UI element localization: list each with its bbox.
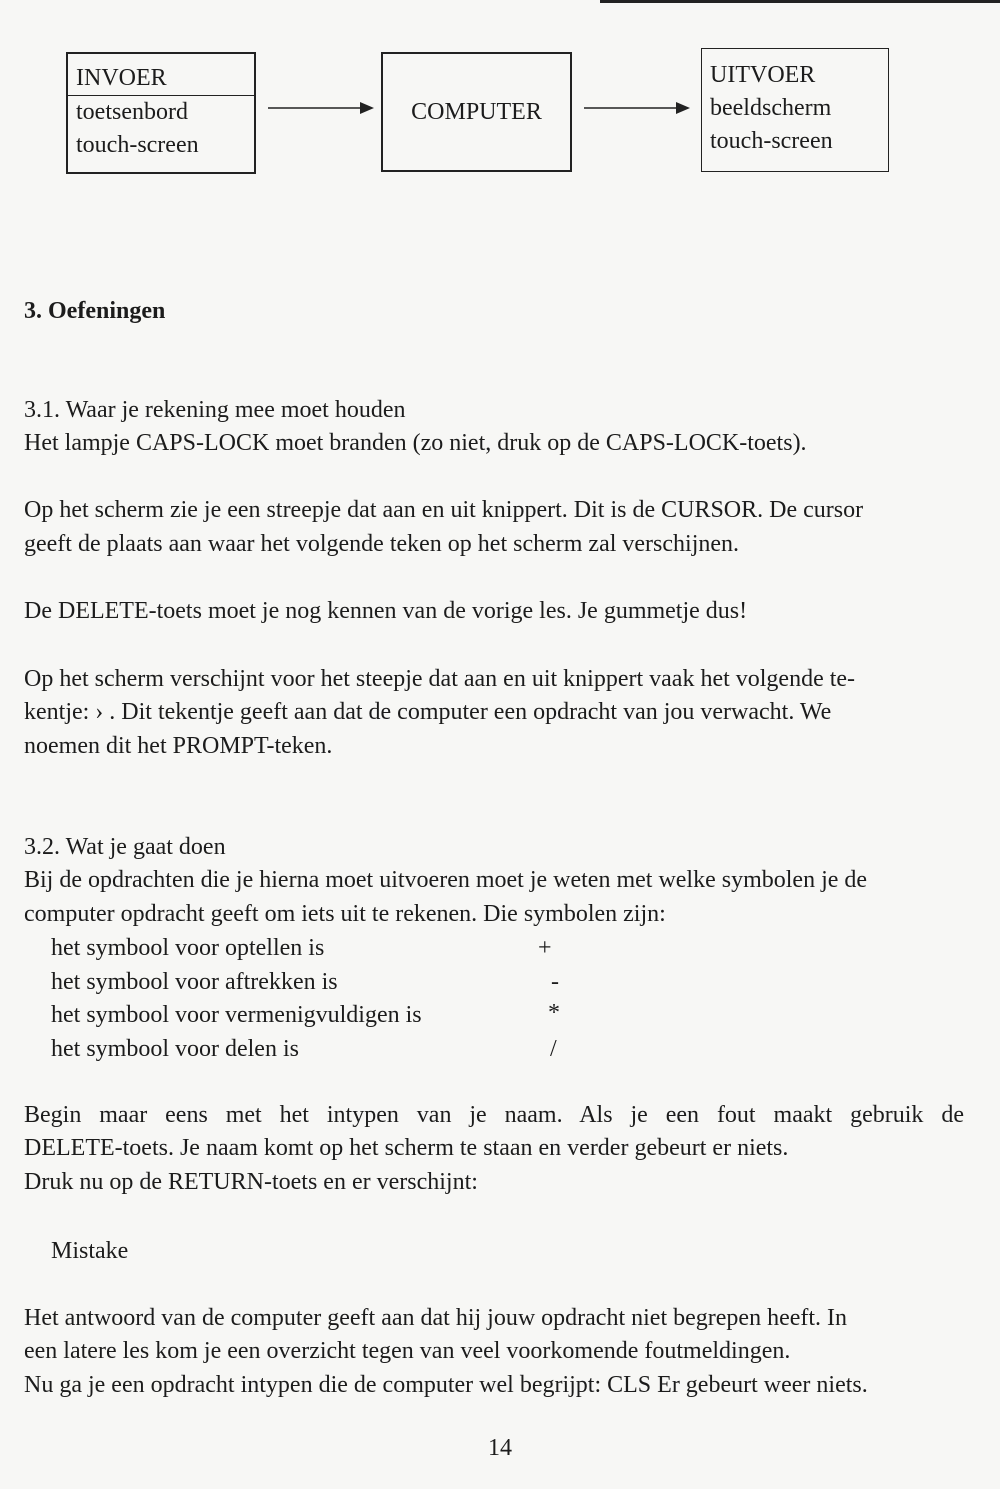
page-number: 14 xyxy=(488,1435,512,1461)
symbol-label: het symbool voor vermenigvuldigen is xyxy=(51,1002,422,1028)
paragraph-line: Druk nu op de RETURN-toets en er verschijnt: xyxy=(24,1169,478,1195)
paragraph-line: DELETE-toets. Je naam komt op het scherm te staan en verder gebeurt er niets. xyxy=(24,1135,789,1161)
paragraph-line: Het lampje CAPS-LOCK moet branden (zo niet, druk op de CAPS-LOCK-toets). xyxy=(24,430,807,456)
paragraph-line: een latere les kom je een overzicht tegen van veel voorkomende foutmeldingen. xyxy=(24,1338,791,1364)
symbol-divide: / xyxy=(550,1036,557,1062)
symbol-multiply: * xyxy=(548,1000,560,1026)
computer-label: COMPUTER xyxy=(411,98,542,125)
output-item: beeldscherm xyxy=(710,95,832,121)
subsection-title: 3.1. Waar je rekening mee moet houden xyxy=(24,397,406,423)
top-border-line xyxy=(600,0,1000,3)
paragraph-line: Op het scherm zie je een streepje dat aan en uit knippert. Dit is de CURSOR. De cursor xyxy=(24,497,864,523)
paragraph-line: De DELETE-toets moet je nog kennen van de vorige les. Je gummetje dus! xyxy=(24,598,748,624)
input-box-title: INVOER xyxy=(68,62,254,96)
input-box xyxy=(66,52,256,174)
symbol-label: het symbool voor delen is xyxy=(51,1036,299,1062)
paragraph-line: geeft de plaats aan waar het volgende teken op het scherm zal verschijnen. xyxy=(24,531,740,557)
paragraph-line: Bij de opdrachten die je hierna moet uitvoeren moet je weten met welke symbolen je de xyxy=(24,867,868,893)
paragraph-line: Nu ga je een opdracht intypen die de computer wel begrijpt: CLS Er gebeurt weer niets. xyxy=(24,1372,868,1398)
paragraph-line: Op het scherm verschijnt voor het steepje dat aan en uit knippert vaak het volgende te- xyxy=(24,666,856,692)
paragraph-line: noemen dit het PROMPT-teken. xyxy=(24,733,333,759)
computer-box xyxy=(381,52,572,172)
symbol-label: het symbool voor aftrekken is xyxy=(51,969,338,995)
input-item: toetsenbord xyxy=(76,99,188,125)
output-item: touch-screen xyxy=(710,128,833,154)
input-item: touch-screen xyxy=(76,132,199,158)
paragraph-line: kentje: › . Dit tekentje geeft aan dat de computer een opdracht van jou verwacht. We xyxy=(24,699,832,725)
subsection-title: 3.2. Wat je gaat doen xyxy=(24,834,226,860)
section-heading: 3. Oefeningen xyxy=(24,298,166,324)
paragraph-line: computer opdracht geeft om iets uit te rekenen. Die symbolen zijn: xyxy=(24,901,666,927)
symbol-plus: + xyxy=(538,935,552,961)
output-box-title: UITVOER xyxy=(710,62,816,88)
arrow-right-icon xyxy=(582,100,692,116)
paragraph-line: Het antwoord van de computer geeft aan dat hij jouw opdracht niet begrepen heeft. In xyxy=(24,1305,848,1331)
paragraph-line: Begin maar eens met het intypen van je naam. Als je een fout maakt gebruik de xyxy=(24,1102,964,1128)
arrow-right-icon xyxy=(266,100,376,116)
output-box xyxy=(701,48,889,172)
symbol-label: het symbool voor optellen is xyxy=(51,935,325,961)
symbol-minus: - xyxy=(551,969,559,995)
computer-output: Mistake xyxy=(51,1238,129,1264)
